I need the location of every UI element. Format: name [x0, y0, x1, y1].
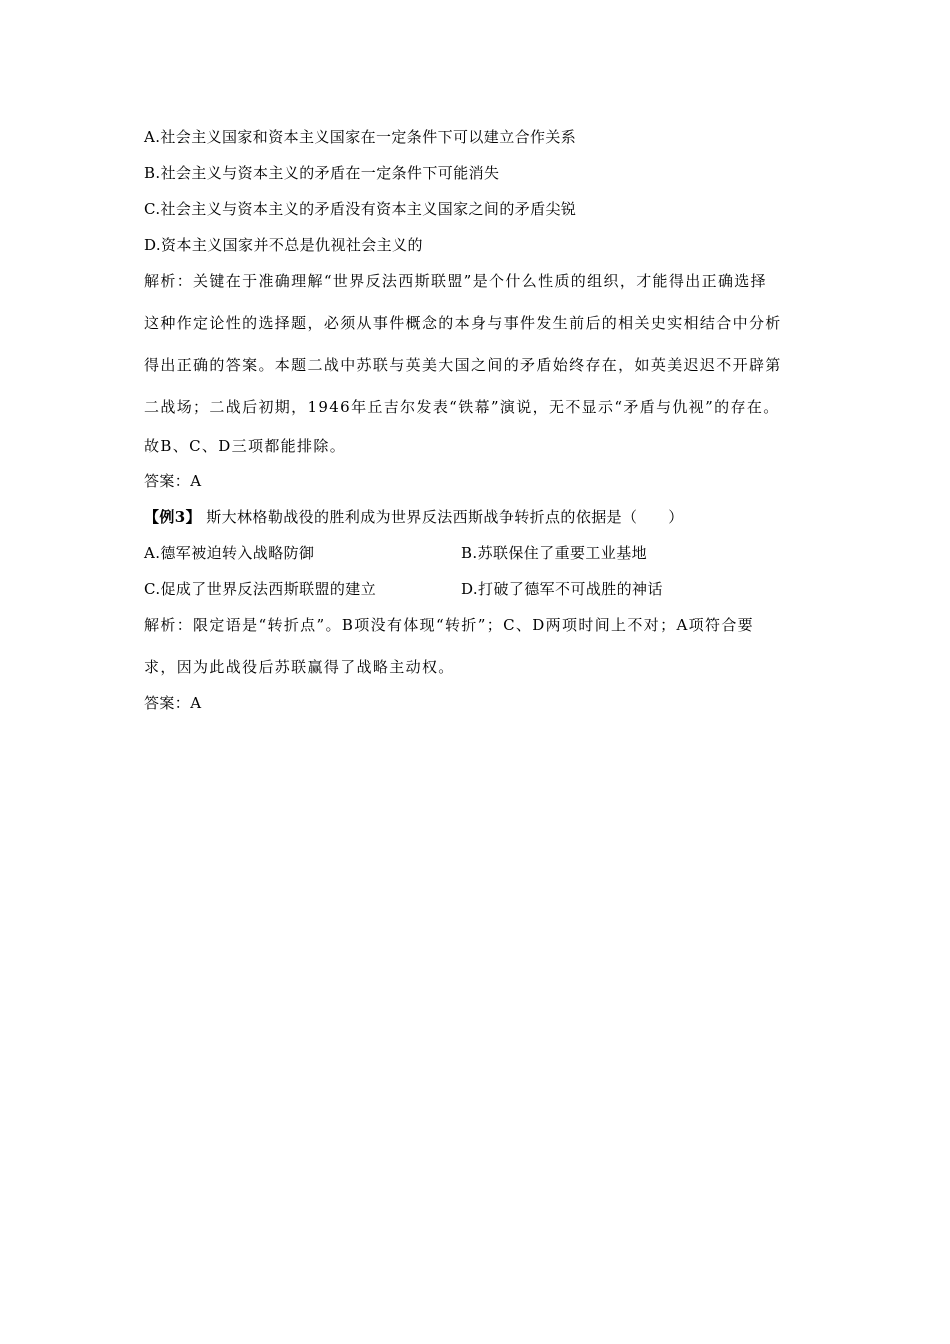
q3-analysis-line-1: 解析：限定语是“转折点”。B项没有体现“转折”；C、D两项时间上不对；A项符合要	[144, 616, 755, 634]
q3-analysis-line-2: 求，因为此战役后苏联赢得了战略主动权。	[144, 658, 455, 676]
q3-option-c: C.促成了世界反法西斯联盟的建立	[144, 580, 377, 598]
q3-answer: 答案：A	[144, 694, 202, 712]
q2-analysis-line-3: 得出正确的答案。本题二战中苏联与英美大国之间的矛盾始终存在，如英美迟迟不开辟第	[144, 356, 782, 374]
q2-option-d: D.资本主义国家并不总是仇视社会主义的	[144, 236, 423, 254]
q2-analysis-line-5: 故B、C、D三项都能排除。	[144, 437, 347, 455]
q3-option-b: B.苏联保住了重要工业基地	[461, 544, 647, 562]
q2-analysis-line-2: 这种作定论性的选择题，必须从事件概念的本身与事件发生前后的相关史实相结合中分析	[144, 314, 782, 332]
q3-question	[144, 507, 684, 527]
q2-answer: 答案：A	[144, 472, 202, 490]
q3-option-a: A.德军被迫转入战略防御	[144, 544, 315, 562]
q2-option-b: B.社会主义与资本主义的矛盾在一定条件下可能消失	[144, 164, 500, 182]
q2-analysis-line-1: 解析：关键在于准确理解“世界反法西斯联盟”是个什么性质的组织，才能得出正确选择	[144, 272, 767, 290]
q2-analysis-line-4: 二战场；二战后初期，1946年丘吉尔发表“铁幕”演说，无不显示“矛盾与仇视”的存在。	[144, 398, 780, 416]
q3-question-stem: 斯大林格勒战役的胜利成为世界反法西斯战争转折点的依据是（ ）	[206, 508, 684, 526]
q3-option-d: D.打破了德军不可战胜的神话	[461, 580, 663, 598]
q3-example-tag: 【例3】	[144, 508, 202, 526]
q2-option-c: C.社会主义与资本主义的矛盾没有资本主义国家之间的矛盾尖锐	[144, 200, 577, 218]
q2-option-a: A.社会主义国家和资本主义国家在一定条件下可以建立合作关系	[144, 128, 577, 146]
